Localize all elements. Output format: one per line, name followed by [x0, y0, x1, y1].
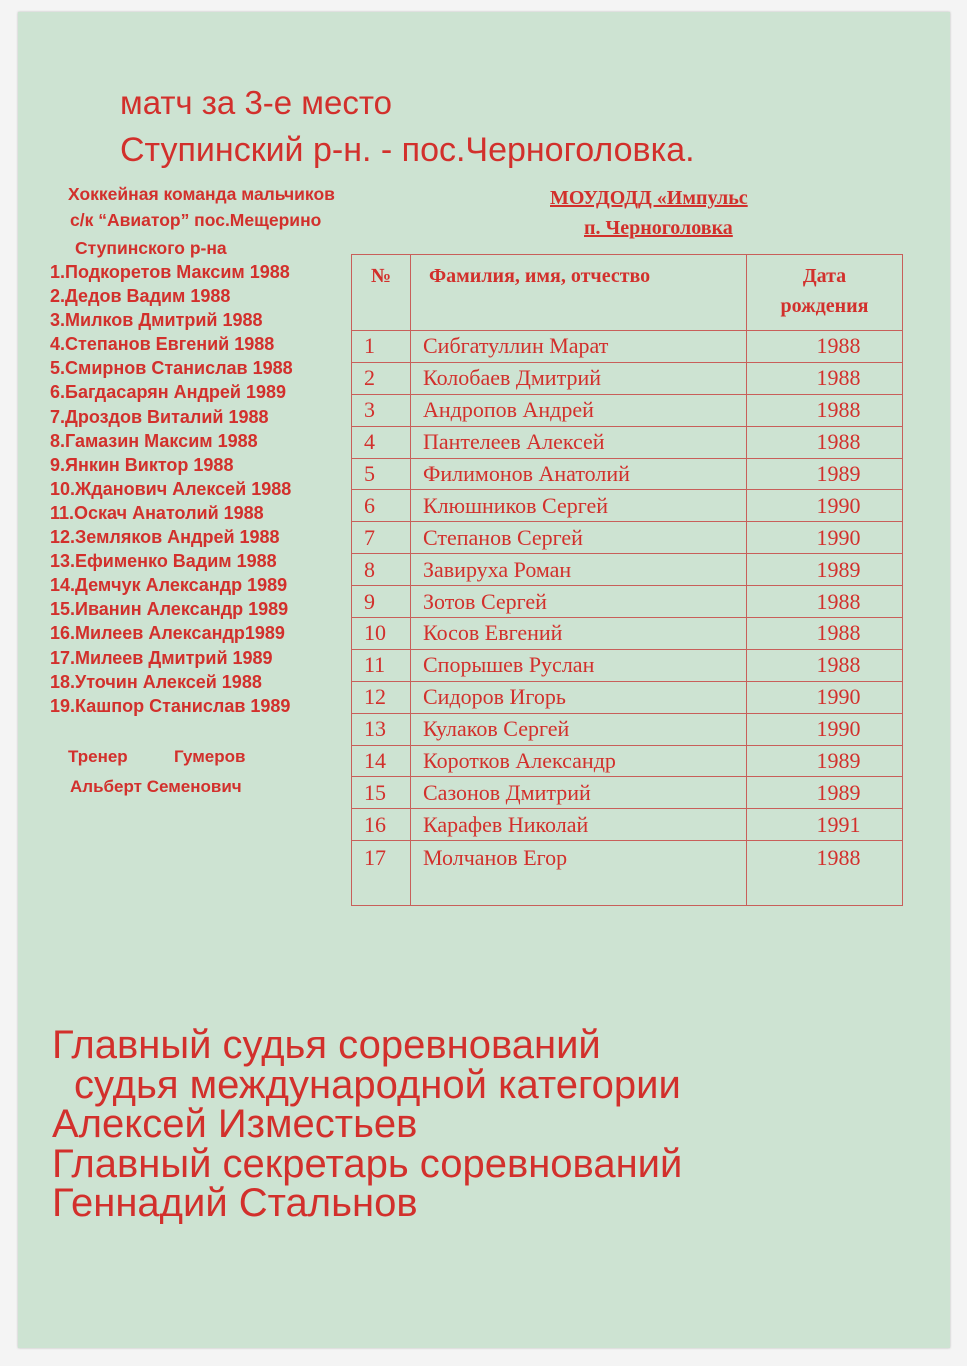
- row-name: Спорышев Руслан: [411, 649, 747, 681]
- table-row: [352, 394, 903, 426]
- row-name: Колобаев Дмитрий: [411, 362, 747, 394]
- roster-item: 18.Уточин Алексей 1988: [50, 671, 262, 692]
- right-team-org: МОУДОДД «Импульс: [550, 187, 748, 209]
- roster-item: 5.Смирнов Станислав 1988: [50, 358, 293, 379]
- roster-item: 9.Янкин Виктор 1988: [50, 454, 234, 475]
- row-name: Сидоров Игорь: [411, 681, 747, 713]
- roster-item: 1.Подкоретов Максим 1988: [50, 262, 290, 282]
- row-year: 1988: [747, 649, 903, 681]
- row-year: 1990: [747, 681, 903, 713]
- chief-referee-name: Алексей Изместьев: [52, 1102, 418, 1146]
- table-row: [352, 681, 903, 713]
- row-name: Косов Евгений: [411, 618, 747, 650]
- match-teams: Ступинский р-н. - пос.Черноголовка.: [120, 131, 695, 169]
- row-year: 1990: [747, 713, 903, 745]
- row-number: 17: [352, 841, 411, 906]
- row-name: Завируха Роман: [411, 554, 747, 586]
- roster-item: 13.Ефименко Вадим 1988: [50, 551, 277, 572]
- col-name-header: Фамилия, имя, отчество: [411, 255, 747, 331]
- referee-category: судья международной категории: [74, 1062, 681, 1107]
- row-year: 1988: [747, 841, 903, 906]
- row-number: 5: [352, 458, 411, 490]
- table-row: [352, 809, 903, 841]
- col-date-header-line1: Дата: [802, 265, 847, 287]
- row-number: 3: [352, 394, 411, 426]
- roster-item: 16.Милеев Александр1989: [50, 623, 285, 644]
- row-year: 1990: [747, 490, 903, 522]
- officials-block: [52, 1023, 683, 1225]
- row-name: Андропов Андрей: [411, 394, 747, 426]
- table-row: [352, 618, 903, 650]
- roster-item: 19.Кашпор Станислав 1989: [50, 695, 291, 716]
- row-year: 1990: [747, 522, 903, 554]
- table-header-row: [352, 255, 903, 331]
- row-name: Коротков Александр: [411, 745, 747, 777]
- roster-item: 14.Демчук Александр 1989: [50, 575, 288, 596]
- roster-item: 17.Милеев Дмитрий 1989: [50, 647, 273, 668]
- row-name: Сибгатуллин Марат: [411, 331, 747, 363]
- roster-item: 4.Степанов Евгений 1988: [50, 334, 275, 355]
- col-date-header: [747, 255, 903, 331]
- match-title: матч за 3-е место: [120, 84, 392, 121]
- table-row: [352, 362, 903, 394]
- left-team-roster: [50, 260, 293, 718]
- roster-item: 2.Дедов Вадим 1988: [50, 286, 231, 307]
- left-team-title-line2: с/к “Авиатор” пос.Мещерино: [70, 210, 322, 230]
- table-row: [352, 554, 903, 586]
- right-team-town: п. Черноголовка: [584, 217, 733, 239]
- table-row: [352, 841, 903, 906]
- row-name: Молчанов Егор: [411, 841, 747, 906]
- roster-item: 6.Багдасарян Андрей 1989: [50, 382, 286, 403]
- row-number: 12: [352, 681, 411, 713]
- row-number: 4: [352, 426, 411, 458]
- row-year: 1988: [747, 331, 903, 363]
- row-year: 1989: [747, 777, 903, 809]
- chief-secretary-title: Главный секретарь соревнований: [52, 1141, 683, 1186]
- col-date-header-line2: рождения: [780, 295, 869, 317]
- roster-item: 11.Оскач Анатолий 1988: [50, 502, 264, 523]
- coach-surname: Гумеров: [174, 747, 246, 766]
- roster-item: 15.Иванин Александр 1989: [50, 599, 289, 620]
- row-number: 13: [352, 713, 411, 745]
- coach-name: Альберт Семенович: [70, 777, 242, 796]
- table-row: [352, 331, 903, 363]
- row-year: 1988: [747, 426, 903, 458]
- roster-item: 12.Земляков Андрей 1988: [50, 527, 280, 548]
- row-number: 1: [352, 331, 411, 363]
- right-team-table: [351, 254, 903, 906]
- row-name: Кулаков Сергей: [411, 713, 747, 745]
- table-row: [352, 458, 903, 490]
- roster-item: 10.Жданович Алексей 1988: [50, 478, 292, 499]
- chief-secretary-name: Геннадий Стальнов: [52, 1181, 418, 1225]
- left-team-title-line3: Ступинского р-на: [75, 238, 227, 258]
- row-year: 1989: [747, 554, 903, 586]
- row-number: 8: [352, 554, 411, 586]
- row-year: 1989: [747, 745, 903, 777]
- row-name: Зотов Сергей: [411, 586, 747, 618]
- table-row: [352, 777, 903, 809]
- table-row: [352, 713, 903, 745]
- row-number: 6: [352, 490, 411, 522]
- row-name: Пантелеев Алексей: [411, 426, 747, 458]
- row-name: Карафев Николай: [411, 809, 747, 841]
- table-row: [352, 522, 903, 554]
- row-year: 1988: [747, 586, 903, 618]
- row-number: 11: [352, 649, 411, 681]
- roster-item: 7.Дроздов Виталий 1988: [50, 406, 269, 427]
- row-number: 10: [352, 618, 411, 650]
- row-number: 9: [352, 586, 411, 618]
- table-row: [352, 490, 903, 522]
- left-team-title-line1: Хоккейная команда мальчиков: [68, 184, 335, 204]
- chief-referee-title: Главный судья соревнований: [52, 1023, 601, 1067]
- roster-item: 3.Милков Дмитрий 1988: [50, 310, 263, 331]
- row-number: 14: [352, 745, 411, 777]
- row-number: 7: [352, 522, 411, 554]
- col-number-header: №: [352, 255, 411, 331]
- table-row: [352, 649, 903, 681]
- row-number: 2: [352, 362, 411, 394]
- row-name: Степанов Сергей: [411, 522, 747, 554]
- row-year: 1989: [747, 458, 903, 490]
- table-row: [352, 586, 903, 618]
- table-row: [352, 426, 903, 458]
- row-number: 16: [352, 809, 411, 841]
- table-row: [352, 745, 903, 777]
- row-name: Клюшников Сергей: [411, 490, 747, 522]
- row-year: 1988: [747, 362, 903, 394]
- row-year: 1988: [747, 394, 903, 426]
- row-name: Сазонов Дмитрий: [411, 777, 747, 809]
- row-name: Филимонов Анатолий: [411, 458, 747, 490]
- row-year: 1991: [747, 809, 903, 841]
- row-number: 15: [352, 777, 411, 809]
- roster-item: 8.Гамазин Максим 1988: [50, 430, 258, 451]
- coach-label: Тренер: [68, 747, 128, 766]
- row-year: 1988: [747, 618, 903, 650]
